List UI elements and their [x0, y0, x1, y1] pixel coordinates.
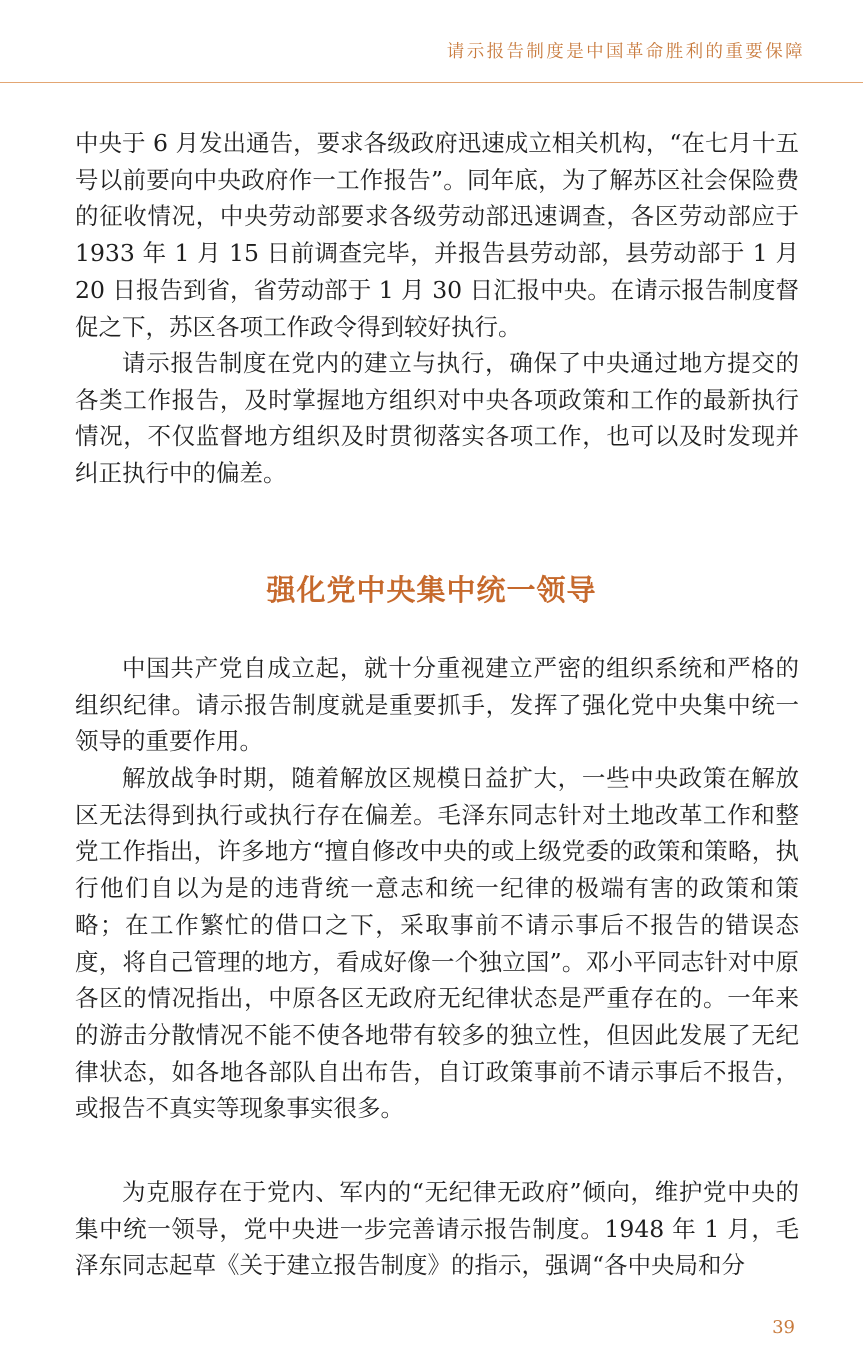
body-paragraph-2: 请示报告制度在党内的建立与执行，确保了中央通过地方提交的各类工作报告，及时掌握地方组织对中央各项政策和工作的最新执行情况，不仅监督地方组织及时贯彻落实各项工作，也可以及时发现并纠正执行中的偏差。: [75, 349, 799, 488]
body-paragraph-3: 中国共产党自成立起，就十分重视建立严密的组织系统和严格的组织纪律。请示报告制度就是重要抓手，发挥了强化党中央集中统一领导的重要作用。: [75, 654, 799, 756]
page-number: 39: [772, 1317, 795, 1338]
running-header-title: 请示报告制度是中国革命胜利的重要保障: [446, 42, 805, 62]
body-paragraph-5: 为克服存在于党内、军内的“无纪律无政府”倾向，维护党中央的集中统一领导，党中央进一步完善请示报告制度。1948 年 1 月，毛泽东同志起草《关于建立报告制度》的指示，强调“各中央局和分: [75, 1178, 799, 1280]
body-paragraph-1: 中央于 6 月发出通告，要求各级政府迅速成立相关机构，“在七月十五号以前要向中央政府作一工作报告”。同年底，为了解苏区社会保险费的征收情况，中央劳动部要求各级劳动部迅速调查，各区劳动部应于 1933 年 1 月 15 日前调查完毕，并报告县劳动部，县劳动部于 1 月 20 日报告到省，省劳动部于 1 月 30 日汇报中央。在请示报告制度督促之下，苏区各项工作政令得到较好执行。: [75, 129, 799, 341]
header-divider: [0, 82, 863, 83]
section-heading: 强化党中央集中统一领导: [266, 573, 597, 607]
body-paragraph-4: 解放战争时期，随着解放区规模日益扩大，一些中央政策在解放区无法得到执行或执行存在偏差。毛泽东同志针对土地改革工作和整党工作指出，许多地方“擅自修改中央的或上级党委的政策和策略，执行他们自以为是的违背统一意志和统一纪律的极端有害的政策和策略；在工作繁忙的借口之下，采取事前不请示事后不报告的错误态度，将自己管理的地方，看成好像一个独立国”。邓小平同志针对中原各区的情况指出，中原各区无政府无纪律状态是严重存在的。一年来的游击分散情况不能不使各地带有较多的独立性，但因此发展了无纪律状态，如各地各部队自出布告，自订政策事前不请示事后不报告，或报告不真实等现象事实很多。: [75, 764, 799, 1123]
